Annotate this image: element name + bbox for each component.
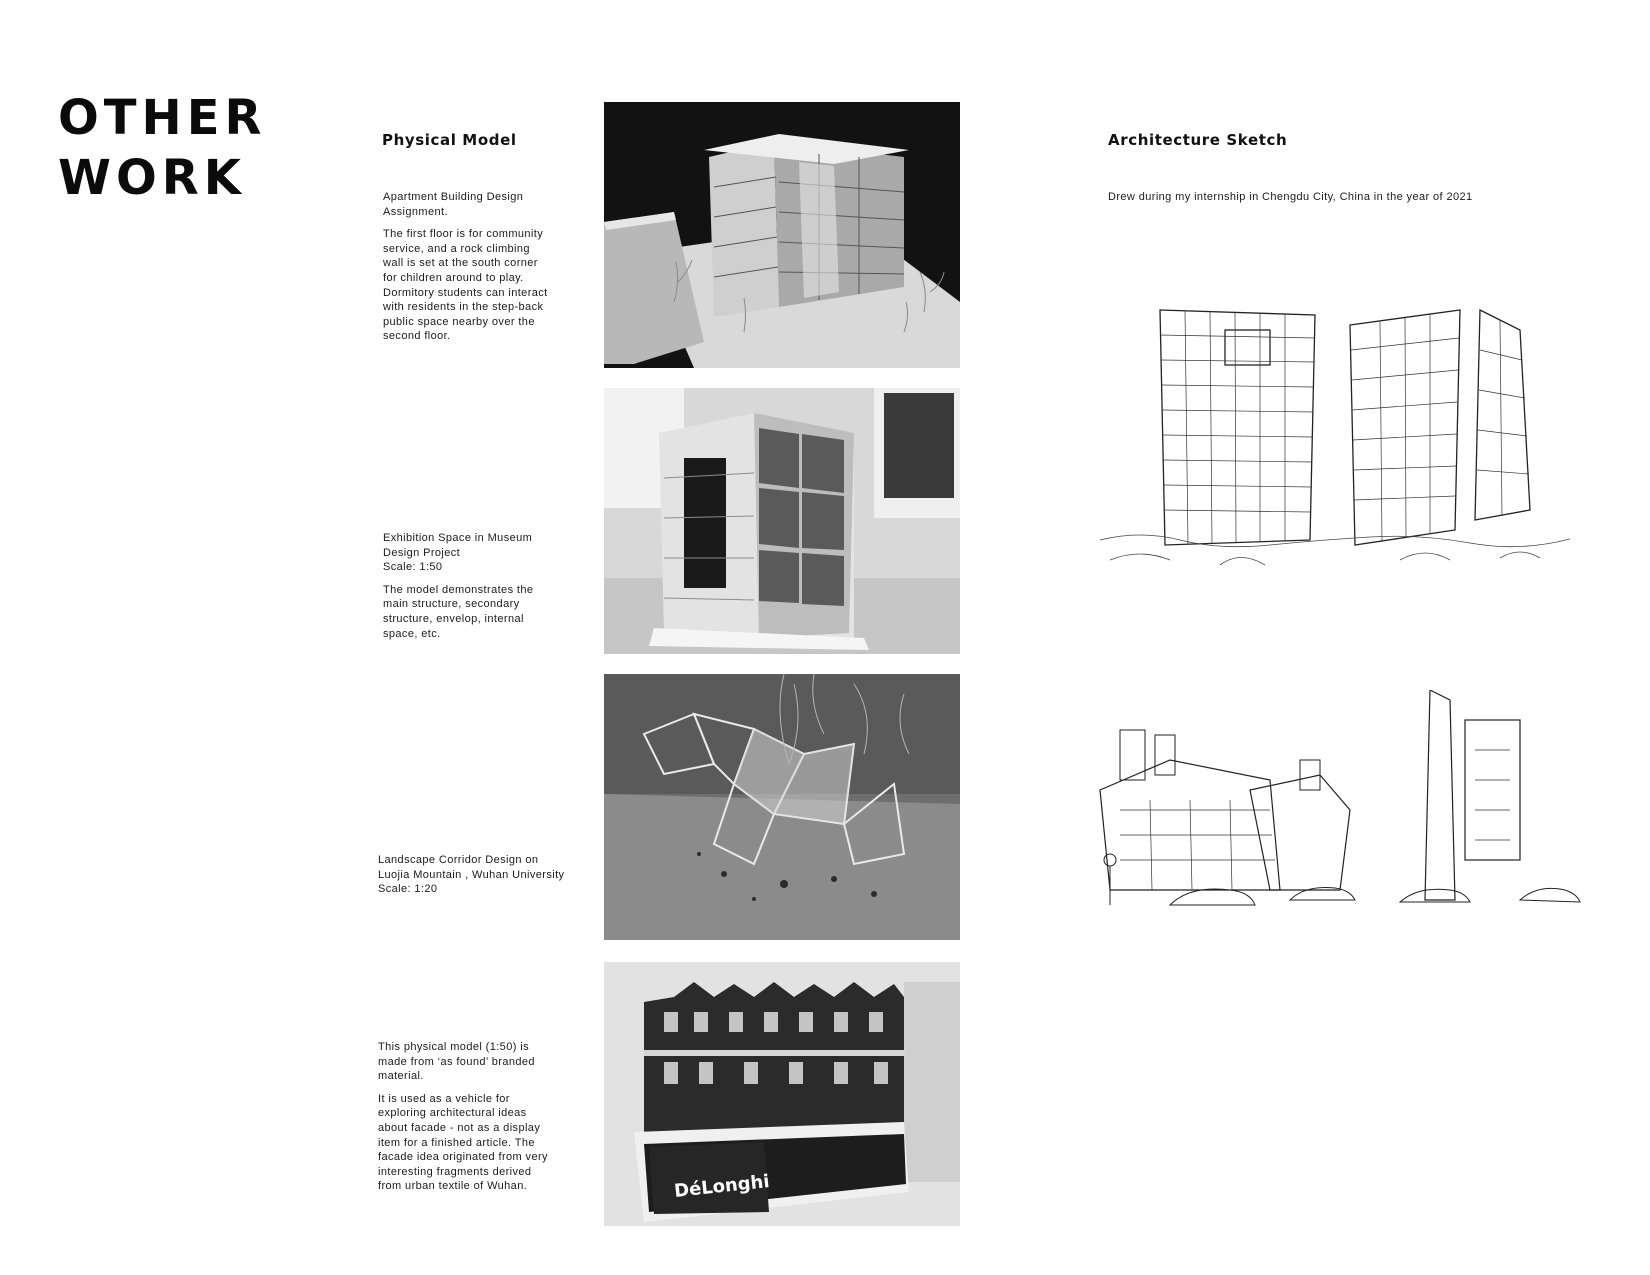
project-3-text [378, 853, 588, 905]
museum-model-photo [604, 388, 960, 654]
apartment-model-photo [604, 102, 960, 368]
project-2-title: Exhibition Space in Museum Design Project Scale: 1:50 [383, 532, 533, 574]
project-2-text [383, 531, 583, 649]
page-title-line1: OTHER [58, 90, 267, 146]
delonghi-branding: DéLonghi [673, 1171, 771, 1202]
architecture-sketch-caption: Drew during my internship in Chengdu City, China in the year of 2021 [1108, 191, 1473, 203]
project-4-title: This physical model (1:50) is made from ‘as found’ branded material. [378, 1041, 535, 1083]
project-1-title: Apartment Building Design Assignment. [383, 191, 524, 218]
architecture-sketch-heading: Architecture Sketch [1108, 131, 1288, 149]
landscape-corridor-photo [604, 674, 960, 940]
tower-sketch [1100, 290, 1570, 590]
page-title-line2: WORK [58, 150, 246, 206]
project-4-text [378, 1040, 578, 1202]
project-2-description: The model demonstrates the main structure, secondary structure, envelop, internal space, etc. [383, 583, 534, 640]
project-1-text [383, 190, 583, 352]
project-1-description: The first floor is for community service, and a rock climbing wall is set at the south corner for children around to play. Dormitory students can interact with residents in the step-back public space nearby over the second floor. [383, 228, 548, 343]
project-3-title: Landscape Corridor Design on Luojia Mountain , Wuhan University Scale: 1:20 [378, 854, 565, 896]
street-sketch [1080, 690, 1600, 930]
page-title [58, 88, 318, 208]
physical-model-heading: Physical Model [382, 131, 517, 149]
project-4-description: It is used as a vehicle for exploring architectural ideas about facade - not as a display item for a finished article. The facade idea originated from very interesting fragments derived from urban textile of Wuhan. [378, 1092, 548, 1193]
facade-model-photo [604, 962, 960, 1226]
